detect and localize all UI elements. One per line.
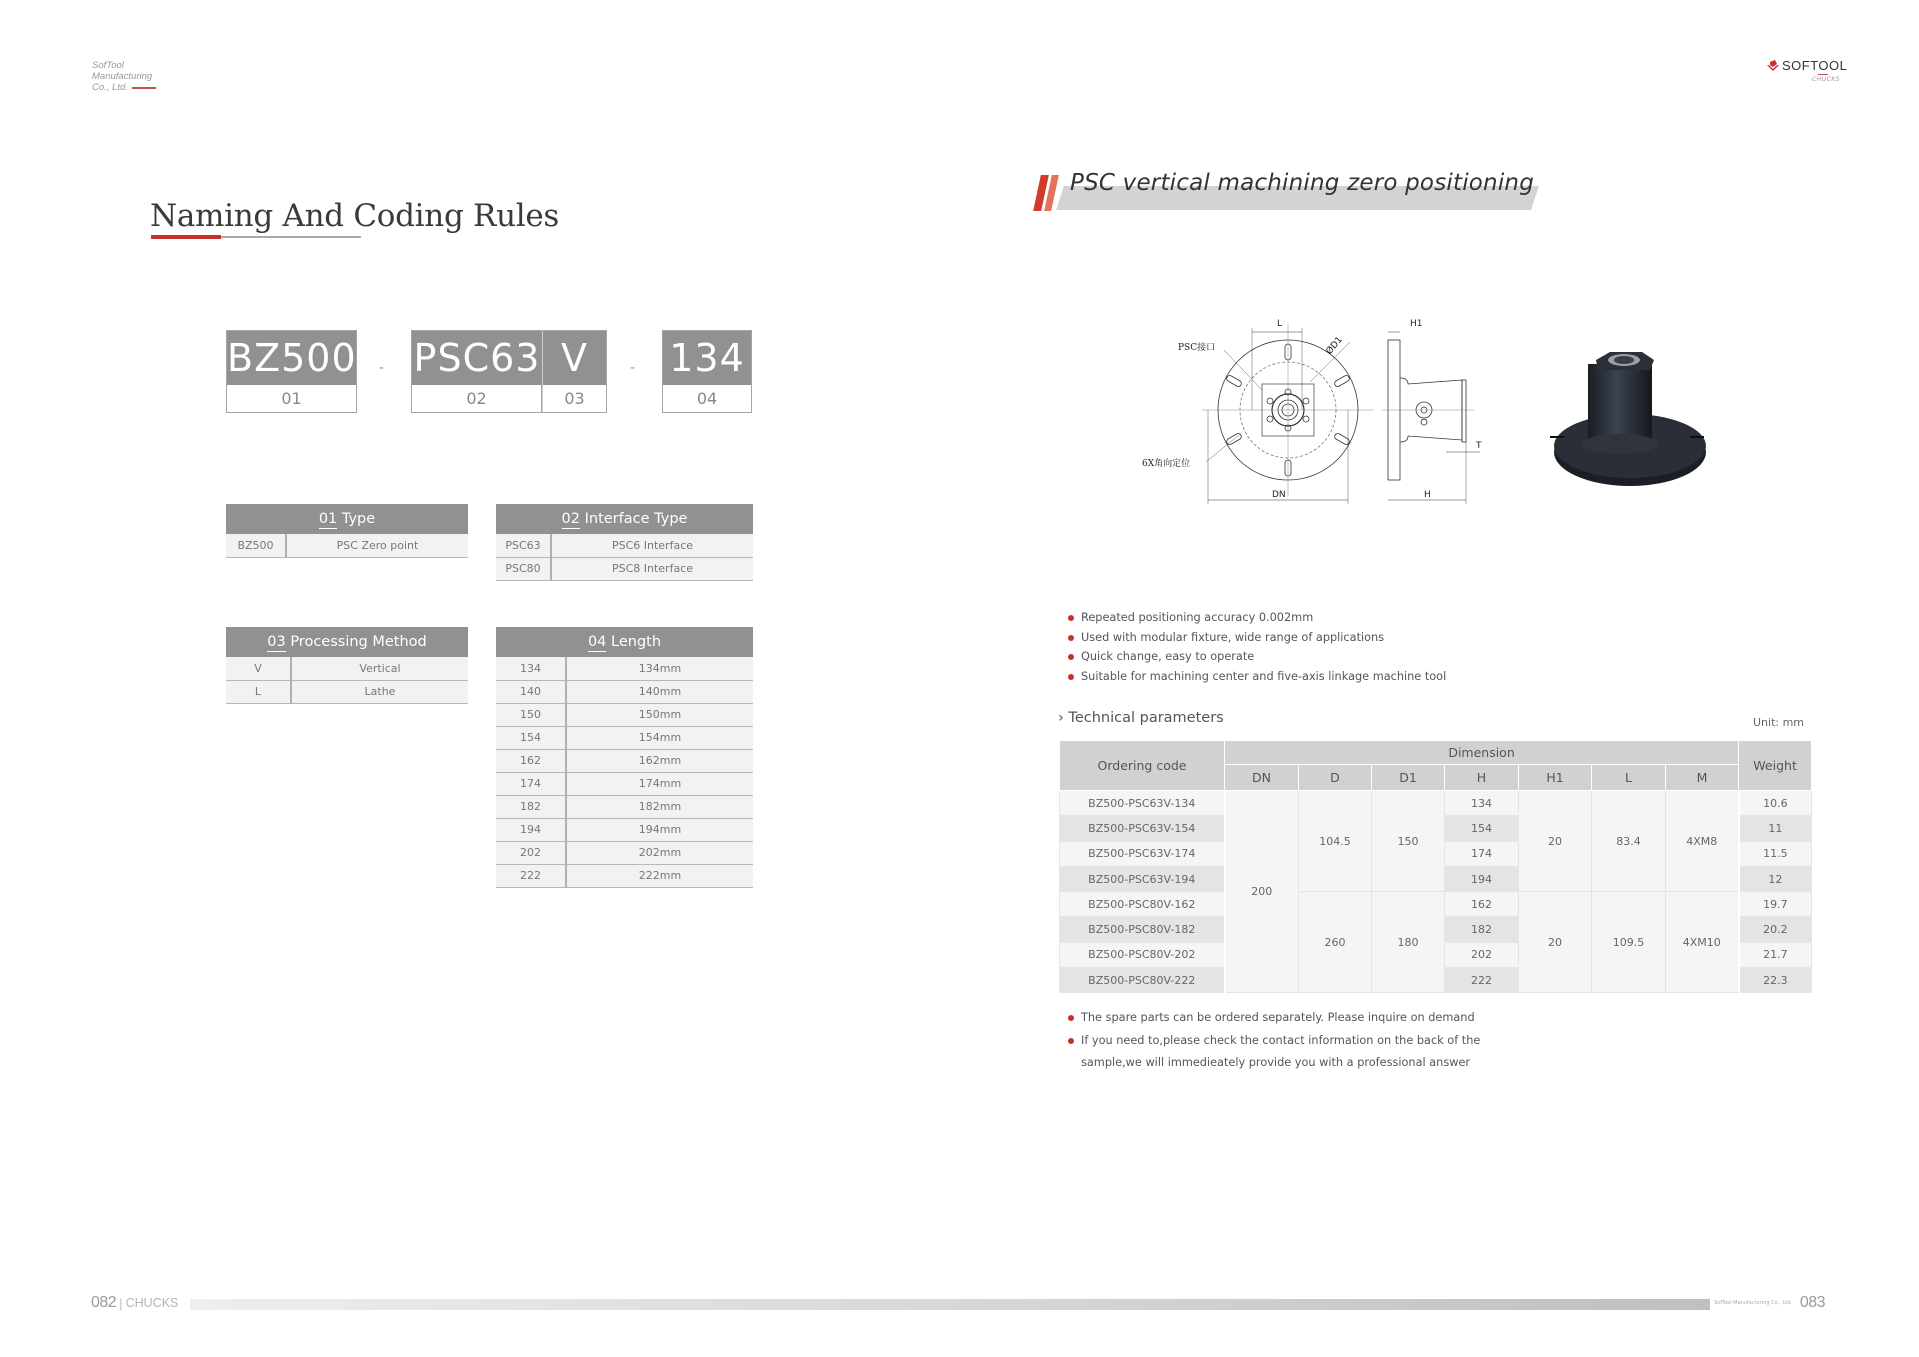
code-value-type: BZ500 [227, 331, 356, 385]
logo-red-bar [1818, 74, 1828, 75]
interface-key: PSC80 [496, 557, 551, 580]
dim-label-D1: ØD1 [1324, 335, 1345, 357]
interface-table-num: 02 [561, 511, 580, 527]
notes-list [1065, 1007, 1480, 1075]
ordering-code: BZ500-PSC80V-222 [1060, 968, 1225, 993]
code-index-length: 04 [696, 389, 718, 408]
length-key: 174 [496, 772, 566, 795]
weight-value: 11.5 [1739, 841, 1812, 866]
type-table-header [226, 504, 468, 534]
ordering-code: BZ500-PSC80V-182 [1060, 917, 1225, 942]
table-row [1060, 892, 1812, 917]
title-underline-accent [151, 235, 221, 239]
h-value: 222 [1445, 968, 1519, 993]
company-name-line3: Co., Ltd. [92, 82, 128, 93]
header-H: H [1445, 765, 1519, 791]
type-table-title: Type [341, 511, 376, 527]
table-row [496, 864, 753, 887]
length-value: 194mm [566, 818, 753, 841]
table-row [496, 772, 753, 795]
footer-bar [190, 1299, 1710, 1310]
d-value: 260 [1299, 892, 1372, 993]
h1-value: 20 [1519, 791, 1592, 892]
tech-params-title: Technical parameters [1068, 710, 1224, 726]
h-value: 134 [1445, 791, 1519, 816]
length-key: 150 [496, 703, 566, 726]
method-key: V [226, 657, 291, 680]
dim-label-L: L [1277, 319, 1283, 329]
label-psc-port: PSC接口 [1178, 343, 1216, 353]
header-D1: D1 [1372, 765, 1445, 791]
footer-right [1714, 1294, 1825, 1312]
type-value: PSC Zero point [286, 534, 468, 557]
logo-row [1766, 58, 1866, 73]
interface-key: PSC63 [496, 534, 551, 557]
d1-value: 180 [1372, 892, 1445, 993]
brand-logo [1766, 58, 1866, 83]
length-key: 194 [496, 818, 566, 841]
dim-label-H: H [1424, 490, 1431, 500]
weight-value: 19.7 [1739, 892, 1812, 917]
method-table [226, 627, 468, 704]
interface-table-header [496, 504, 753, 534]
h1-value: 20 [1519, 892, 1592, 993]
logo-subtitle: CHUCKS [1812, 76, 1841, 83]
interface-value: PSC6 Interface [551, 534, 753, 557]
length-key: 162 [496, 749, 566, 772]
weight-value: 11 [1739, 816, 1812, 841]
footer-section: CHUCKS [125, 1296, 179, 1310]
ordering-code: BZ500-PSC80V-202 [1060, 942, 1225, 967]
code-index-type: 01 [281, 389, 302, 408]
dim-label-H1: H1 [1410, 319, 1423, 329]
feature-item: Suitable for machining center and five-axis linkage machine tool [1065, 667, 1446, 687]
interface-value: PSC8 Interface [551, 557, 753, 580]
spec-table [1059, 740, 1812, 993]
length-key: 140 [496, 680, 566, 703]
table-row [226, 680, 468, 703]
h-value: 182 [1445, 917, 1519, 942]
table-row [226, 534, 468, 557]
method-table-title: Processing Method [290, 634, 427, 650]
table-row [496, 818, 753, 841]
feature-list [1065, 608, 1446, 686]
softool-logo-icon [1766, 59, 1780, 73]
chevron-right-icon: › [1058, 710, 1064, 726]
header-L: L [1592, 765, 1666, 791]
code-box-interface-method [411, 330, 607, 413]
table-row [496, 703, 753, 726]
table-row [496, 726, 753, 749]
length-value: 154mm [566, 726, 753, 749]
weight-value: 10.6 [1739, 791, 1812, 816]
weight-value: 20.2 [1739, 917, 1812, 942]
table-row [226, 657, 468, 680]
table-row [496, 657, 753, 680]
header-weight: Weight [1739, 741, 1812, 791]
dn-value: 200 [1225, 791, 1299, 993]
header-D: D [1299, 765, 1372, 791]
method-table-header [226, 627, 468, 657]
table-row [496, 841, 753, 864]
table-row [496, 680, 753, 703]
length-value: 182mm [566, 795, 753, 818]
label-angle-pos: 6X角向定位 [1142, 459, 1191, 469]
header-dimension: Dimension [1225, 741, 1739, 765]
method-key: L [226, 680, 291, 703]
length-table [496, 627, 753, 888]
code-box-length [662, 330, 752, 413]
m-value: 4XM10 [1666, 892, 1739, 993]
interface-table-title: Interface Type [584, 511, 688, 527]
d1-value: 150 [1372, 791, 1445, 892]
header-M: M [1666, 765, 1739, 791]
dim-label-T: T [1476, 441, 1482, 451]
h-value: 194 [1445, 866, 1519, 891]
feature-item: Repeated positioning accuracy 0.002mm [1065, 608, 1446, 628]
method-table-num: 03 [267, 634, 286, 650]
page-number-left: 082 [91, 1294, 117, 1311]
ordering-code: BZ500-PSC63V-154 [1060, 816, 1225, 841]
header-DN: DN [1225, 765, 1299, 791]
l-value: 83.4 [1592, 791, 1666, 892]
note-item-continued: sample,we will immedieately provide you with a professional answer [1081, 1056, 1471, 1069]
technical-drawing [1140, 310, 1520, 510]
ordering-code: BZ500-PSC63V-134 [1060, 791, 1225, 816]
code-value-method: V [543, 331, 606, 385]
red-accent-bar [132, 87, 156, 89]
length-key: 182 [496, 795, 566, 818]
page-title: Naming And Coding Rules [150, 198, 560, 234]
d-value: 104.5 [1299, 791, 1372, 892]
type-table-num: 01 [318, 511, 338, 527]
length-table-num: 04 [587, 634, 607, 650]
code-index-interface: 02 [412, 385, 542, 412]
code-index-method: 03 [564, 389, 585, 408]
page-number-right: 083 [1799, 1294, 1826, 1311]
length-key: 222 [496, 864, 566, 887]
code-segment-method [542, 331, 606, 412]
code-segment-interface [412, 331, 542, 412]
h-value: 202 [1445, 942, 1519, 967]
front-view [1202, 324, 1374, 504]
company-name-line2: Manufacturing [92, 71, 153, 82]
table-row [496, 795, 753, 818]
logo-text: SOFTOOL [1782, 58, 1848, 73]
code-box-type [226, 330, 357, 413]
note-item: The spare parts can be ordered separately. Please inquire on demand [1065, 1007, 1480, 1030]
drawing-labels [1142, 319, 1482, 500]
table-row [496, 557, 753, 580]
l-value: 109.5 [1592, 892, 1666, 993]
length-value: 150mm [566, 703, 753, 726]
length-value: 222mm [566, 864, 753, 887]
length-value: 174mm [566, 772, 753, 795]
length-key: 154 [496, 726, 566, 749]
m-value: 4XM8 [1666, 791, 1739, 892]
feature-item: Used with modular fixture, wide range of applications [1065, 628, 1446, 648]
length-value: 202mm [566, 841, 753, 864]
product-image [1540, 340, 1720, 500]
weight-value: 22.3 [1739, 968, 1812, 993]
footer-divider: | [119, 1295, 123, 1311]
note-item: If you need to,please check the contact information on the back of the [1065, 1030, 1480, 1053]
method-value: Lathe [291, 680, 468, 703]
code-value-interface: PSC63 [412, 331, 542, 385]
section-title: PSC vertical machining zero positioning [1070, 170, 1535, 196]
header-H1: H1 [1519, 765, 1592, 791]
type-key: BZ500 [226, 534, 286, 557]
ordering-code: BZ500-PSC63V-194 [1060, 866, 1225, 891]
dim-label-DN: DN [1272, 490, 1286, 500]
length-value: 162mm [566, 749, 753, 772]
weight-value: 21.7 [1739, 942, 1812, 967]
length-table-title: Length [611, 634, 662, 650]
table-row [1060, 791, 1812, 816]
table-row [496, 749, 753, 772]
company-name-line1: SofTool [92, 60, 124, 71]
header-ordering-code: Ordering code [1060, 741, 1225, 791]
unit-label: Unit: mm [1753, 716, 1805, 729]
ordering-code: BZ500-PSC63V-174 [1060, 841, 1225, 866]
length-table-header [496, 627, 753, 657]
length-value: 134mm [566, 657, 753, 680]
interface-table [496, 504, 753, 581]
h-value: 174 [1445, 841, 1519, 866]
tech-params-heading [1058, 710, 1224, 726]
footer-company: SofTool Manufacturing Co., Ltd. [1714, 1300, 1792, 1306]
company-name-line3-wrap [92, 82, 156, 93]
h-value: 154 [1445, 816, 1519, 841]
side-view [1382, 332, 1480, 504]
length-value: 140mm [566, 680, 753, 703]
footer-left [91, 1294, 178, 1312]
type-table [226, 504, 468, 558]
length-key: 202 [496, 841, 566, 864]
code-value-length: 134 [663, 331, 751, 385]
ordering-code: BZ500-PSC80V-162 [1060, 892, 1225, 917]
table-row [496, 534, 753, 557]
length-key: 134 [496, 657, 566, 680]
section-title-banner [1032, 170, 1552, 215]
title-underline [151, 236, 361, 238]
code-separator: - [379, 360, 385, 376]
weight-value: 12 [1739, 866, 1812, 891]
h-value: 162 [1445, 892, 1519, 917]
code-separator: - [630, 360, 636, 376]
method-value: Vertical [291, 657, 468, 680]
company-name-block [92, 60, 156, 93]
feature-item: Quick change, easy to operate [1065, 647, 1446, 667]
